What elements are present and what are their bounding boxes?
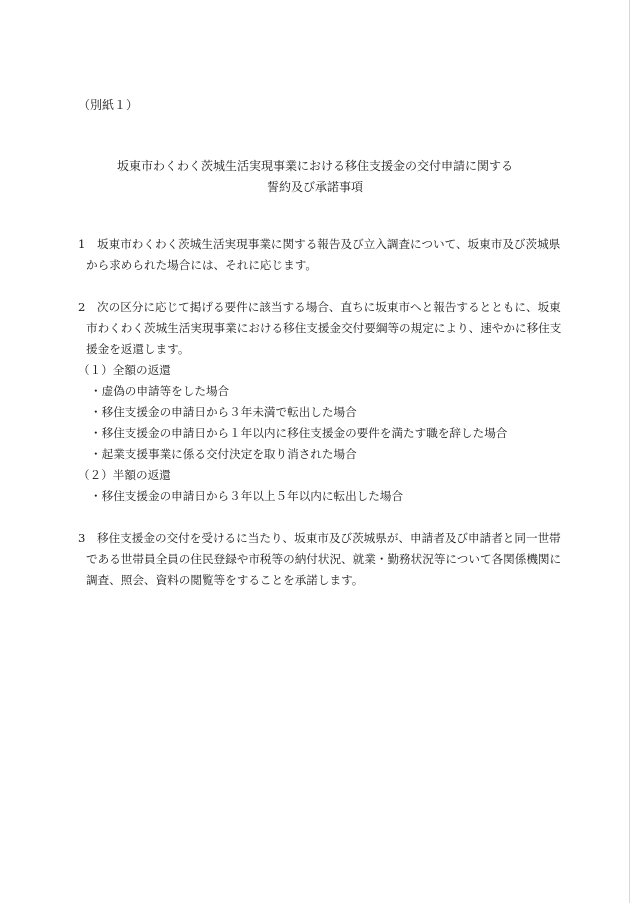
item-2 xyxy=(78,297,560,318)
document-body xyxy=(78,234,560,591)
item-line: から求められた場合には、それに応じます。 xyxy=(86,258,317,272)
item-number: 3 xyxy=(78,531,86,545)
attachment-label: （別紙１） xyxy=(78,98,139,112)
list-item: ・移住支援金の申請日から３年未満で転出した場合 xyxy=(90,405,357,419)
item-line: 援金を返還します。 xyxy=(86,342,190,356)
item-3 xyxy=(78,528,560,549)
item-1 xyxy=(78,234,560,255)
list-item: ・虚偽の申請等をした場合 xyxy=(90,384,230,398)
item-line: 調査、照会、資料の閲覧等をすることを承諾します。 xyxy=(86,573,364,587)
document-title xyxy=(0,156,630,198)
list-item: ・移住支援金の申請日から３年以上５年以内に転出した場合 xyxy=(90,489,404,503)
section-heading-half-refund: （２）半額の返還 xyxy=(78,468,171,482)
item-line: である世帯員全員の住民登録や市税等の納付状況、就業・勤務状況等について各関係機関に xyxy=(86,552,562,566)
item-number: 2 xyxy=(78,300,86,314)
item-line: 移住支援金の交付を受けるに当たり、坂東市及び茨城県が、申請者及び申請者と同一世帯 xyxy=(97,531,561,545)
section-heading-full-refund: （１）全額の返還 xyxy=(78,363,171,377)
item-text xyxy=(97,528,561,549)
item-line: 市わくわく茨城生活実現事業における移住支援金交付要綱等の規定により、速やかに移住支 xyxy=(86,321,562,335)
item-text xyxy=(97,234,560,255)
spacer xyxy=(78,276,560,297)
item-line: 坂東市わくわく茨城生活実現事業に関する報告及び立入調査について、坂東市及び茨城県 xyxy=(97,237,561,251)
list-item: ・移住支援金の申請日から１年以内に移住支援金の要件を満たす職を辞した場合 xyxy=(90,426,508,440)
item-number: 1 xyxy=(78,237,86,251)
item-line: 次の区分に応じて掲げる要件に該当する場合、直ちに坂東市へと報告するとともに、坂東 xyxy=(97,300,561,314)
item-text xyxy=(97,297,561,318)
list-item: ・起業支援事業に係る交付決定を取り消された場合 xyxy=(90,447,357,461)
spacer xyxy=(78,507,560,528)
title-line-1: 坂東市わくわく茨城生活実現事業における移住支援金の交付申請に関する xyxy=(116,159,513,173)
title-line-2: 誓約及び承諾事項 xyxy=(266,180,363,194)
